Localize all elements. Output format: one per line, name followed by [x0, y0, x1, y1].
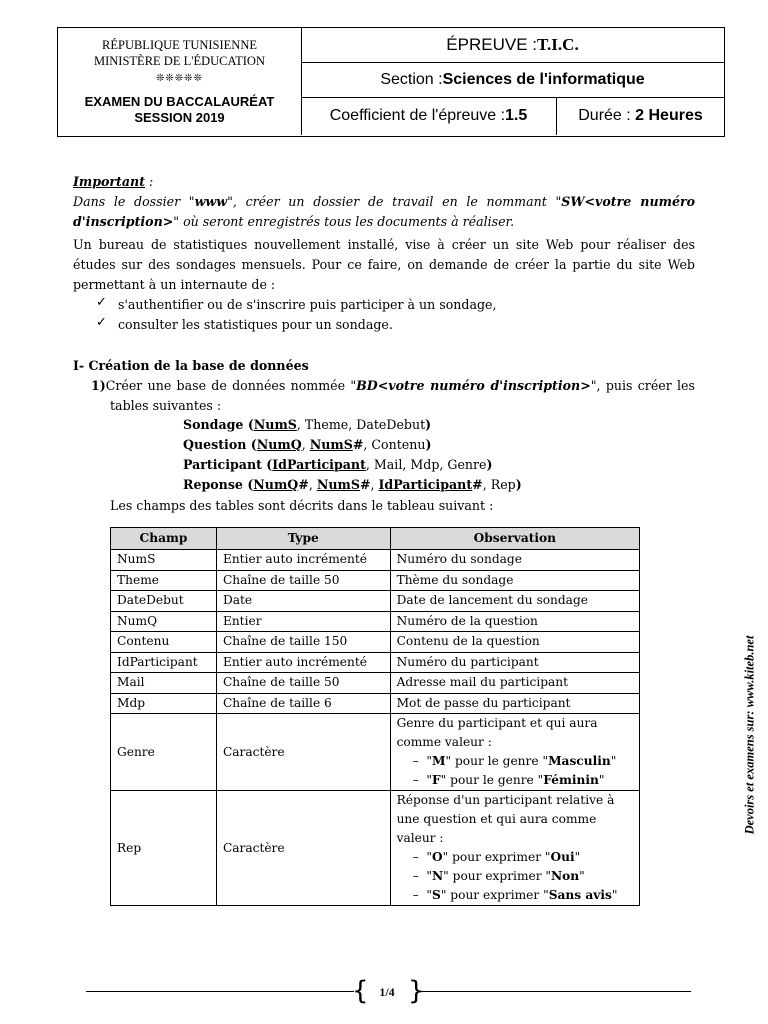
cell-observation [390, 714, 639, 791]
cell-type: Chaîne de taille 150 [216, 632, 390, 653]
schema-name: Participant [183, 457, 262, 472]
cell-champ: Mdp [111, 693, 217, 714]
cell-observation: Mot de passe du participant [390, 693, 639, 714]
table-row [111, 632, 640, 653]
right-brace-icon: } [408, 976, 425, 1006]
important-block [73, 172, 695, 232]
important-text-a: Dans le dossier " [73, 194, 195, 209]
rep-value-s: – "S" pour exprimer "Sans avis" [412, 888, 618, 902]
coef-value: 1.5 [505, 107, 528, 124]
value-text: pour exprimer [446, 888, 544, 902]
cell-champ: Rep [111, 791, 217, 906]
duree-value: 2 Heures [635, 107, 703, 124]
header-left-block [58, 28, 302, 135]
important-www: www [194, 194, 228, 209]
table-row [111, 591, 640, 612]
cell-observation [390, 791, 639, 906]
ministry-name: MINISTÈRE DE L'ÉDUCATION [94, 54, 265, 68]
coef-duree-row [301, 97, 724, 135]
schema-key: IdParticipant [272, 457, 366, 472]
genre-value-m: – "M" pour le genre "Masculin" [412, 754, 617, 768]
bullet-1: s'authentifier ou de s'inscrire puis participer à un sondage, [118, 297, 497, 312]
ministry-block [58, 37, 301, 69]
col-header-observation: Observation [390, 528, 639, 550]
coefficient-cell [301, 97, 557, 135]
fields-table [110, 527, 640, 906]
value-text: pour le genre [451, 754, 543, 768]
epreuve-label: ÉPREUVE : [446, 35, 537, 54]
schema-sondage: Sondage (NumS, Theme, DateDebut) [183, 417, 432, 432]
intro-line-3: permettant à un internaute de : [73, 277, 276, 292]
schema-name: Reponse [183, 477, 243, 492]
value-label: Sans avis [548, 888, 612, 902]
cell-champ: Genre [111, 714, 217, 791]
section-label: Section : [380, 70, 443, 88]
table-row [111, 652, 640, 673]
schema-fk-mark: # [472, 477, 483, 492]
value-label: Féminin [543, 773, 599, 787]
value-text: pour exprimer [448, 850, 545, 864]
value-text: pour le genre [446, 773, 538, 787]
side-watermark [735, 610, 765, 860]
cell-type: Caractère [216, 791, 390, 906]
important-line-1 [73, 192, 695, 212]
exam-session: SESSION 2019 [134, 110, 225, 125]
important-sw-b: d'inscription> [73, 214, 174, 229]
stars-ornament: ❊❊❊❊❊ [156, 73, 203, 84]
important-text-c: " où seront enregistrés tous les documents à réaliser. [173, 214, 515, 229]
page-number: 1/4 [379, 985, 395, 999]
schema-name: Question [183, 437, 247, 452]
schema-name: Sondage [183, 417, 244, 432]
schema-key: IdParticipant [378, 477, 473, 492]
epreuve-row [301, 28, 724, 63]
schema-fields: , Mail, Mdp, Genre [365, 457, 487, 472]
schema-reponse: Reponse (NumQ#, NumS#, IdParticipant#, Rep) [183, 477, 522, 492]
schema-sep: , [370, 477, 379, 492]
intro-line-2: études sur des sondages mensuels. Pour ce faire, on demande de créer la partie du site Web [73, 257, 695, 272]
schema-fk-mark: # [359, 477, 371, 492]
step-1-line-1 [91, 376, 695, 396]
table-row [111, 570, 640, 591]
genre-value-f: – "F" pour le genre "Féminin" [412, 773, 605, 787]
side-note-text: Devoirs et examens sur: www.kiteb.net [742, 635, 757, 835]
col-header-type: Type [216, 528, 390, 550]
rep-value-n: – "N" pour exprimer "Non" [412, 869, 585, 883]
value-code: O [432, 850, 443, 864]
schema-participant: Participant (IdParticipant, Mail, Mdp, Genre) [183, 457, 493, 472]
cell-observation: Adresse mail du participant [390, 673, 639, 694]
rep-value-o: – "O" pour exprimer "Oui" [412, 850, 581, 864]
exam-title-block [58, 94, 301, 126]
schema-sep: , [308, 477, 317, 492]
section-row [301, 62, 724, 98]
cell-type: Chaîne de taille 6 [216, 693, 390, 714]
schema-fk-mark: # [352, 437, 364, 452]
rep-description: Réponse d'un participant relative à une question et qui aura comme valeur : [396, 793, 615, 845]
important-title: Important [73, 174, 146, 189]
schema-fk-mark: # [298, 477, 309, 492]
important-text-b: ", créer un dossier de travail en le nommant " [227, 194, 562, 209]
table-row-rep [111, 791, 640, 906]
intro-line-1: Un bureau de statistiques nouvellement installé, vise à créer un site Web pour réaliser des [73, 237, 695, 252]
table-row [111, 693, 640, 714]
value-label: Oui [550, 850, 575, 864]
cell-type: Caractère [216, 714, 390, 791]
cell-type: Entier auto incrémenté [216, 550, 390, 571]
bullet-2: consulter les statistiques pour un sondage. [118, 317, 393, 332]
step-number: 1) [91, 378, 106, 393]
schema-question: Question (NumQ, NumS#, Contenu) [183, 437, 432, 452]
table-row [111, 611, 640, 632]
value-code: S [432, 888, 441, 902]
duree-cell [557, 107, 724, 125]
exam-header [57, 27, 725, 137]
cell-observation: Date de lancement du sondage [390, 591, 639, 612]
schema-fields: , Theme, DateDebut [296, 417, 426, 432]
section-title: I- Création de la base de données [73, 358, 309, 373]
left-brace-icon: { [352, 976, 369, 1006]
value-label: Non [551, 869, 580, 883]
duree-label: Durée : [578, 107, 636, 124]
cell-type: Entier auto incrémenté [216, 652, 390, 673]
important-sw-a: SW<votre numéro [561, 194, 695, 209]
exam-title: EXAMEN DU BACCALAURÉAT [84, 94, 275, 109]
cell-type: Chaîne de taille 50 [216, 570, 390, 591]
cell-observation: Numéro de la question [390, 611, 639, 632]
schema-key: NumS [316, 477, 360, 492]
schema-fields: , Contenu [363, 437, 426, 452]
table-row [111, 550, 640, 571]
coef-label: Coefficient de l'épreuve : [329, 107, 506, 124]
table-schema-list [183, 415, 522, 495]
country-name: RÉPUBLIQUE TUNISIENNE [102, 38, 257, 52]
cell-champ: NumQ [111, 611, 217, 632]
important-line-2 [73, 212, 695, 232]
genre-description: Genre du participant et qui aura comme valeur : [396, 716, 598, 749]
cell-observation: Contenu de la question [390, 632, 639, 653]
intro-paragraph [73, 235, 695, 295]
cell-champ: Mail [111, 673, 217, 694]
epreuve-value: T.I.C. [536, 35, 579, 54]
schema-fields: , Rep [482, 477, 516, 492]
cell-observation: Numéro du sondage [390, 550, 639, 571]
check-icon: ✓ [96, 315, 107, 330]
footer-rule-left [86, 991, 354, 992]
table-intro: Les champs des tables sont décrits dans le tableau suivant : [110, 498, 494, 513]
check-icon: ✓ [96, 295, 107, 310]
table-header-row [111, 528, 640, 550]
col-header-champ: Champ [111, 528, 217, 550]
value-text: pour exprimer [448, 869, 546, 883]
cell-observation: Thème du sondage [390, 570, 639, 591]
table-row [111, 673, 640, 694]
footer-rule-right [420, 991, 691, 992]
cell-type: Chaîne de taille 50 [216, 673, 390, 694]
schema-sep: , [301, 437, 310, 452]
cell-champ: IdParticipant [111, 652, 217, 673]
cell-champ: Contenu [111, 632, 217, 653]
step-1-line-2: tables suivantes : [110, 398, 222, 413]
schema-key: NumQ [253, 477, 299, 492]
cell-type: Entier [216, 611, 390, 632]
cell-type: Date [216, 591, 390, 612]
value-code: F [432, 773, 441, 787]
schema-key: NumS [253, 417, 297, 432]
important-title-suffix: : [145, 174, 154, 189]
step-db-name: BD<votre numéro d'inscription> [356, 378, 591, 393]
value-code: M [432, 754, 446, 768]
schema-key: NumQ [256, 437, 302, 452]
cell-observation: Numéro du participant [390, 652, 639, 673]
cell-champ: DateDebut [111, 591, 217, 612]
value-label: Masculin [548, 754, 611, 768]
cell-champ: NumS [111, 550, 217, 571]
step-text-b: ", puis créer les [590, 378, 695, 393]
schema-key: NumS [309, 437, 353, 452]
value-code: N [432, 869, 444, 883]
table-row-genre [111, 714, 640, 791]
section-value: Sciences de l'informatique [442, 70, 645, 88]
cell-champ: Theme [111, 570, 217, 591]
step-text-a: Créer une base de données nommée " [105, 378, 357, 393]
